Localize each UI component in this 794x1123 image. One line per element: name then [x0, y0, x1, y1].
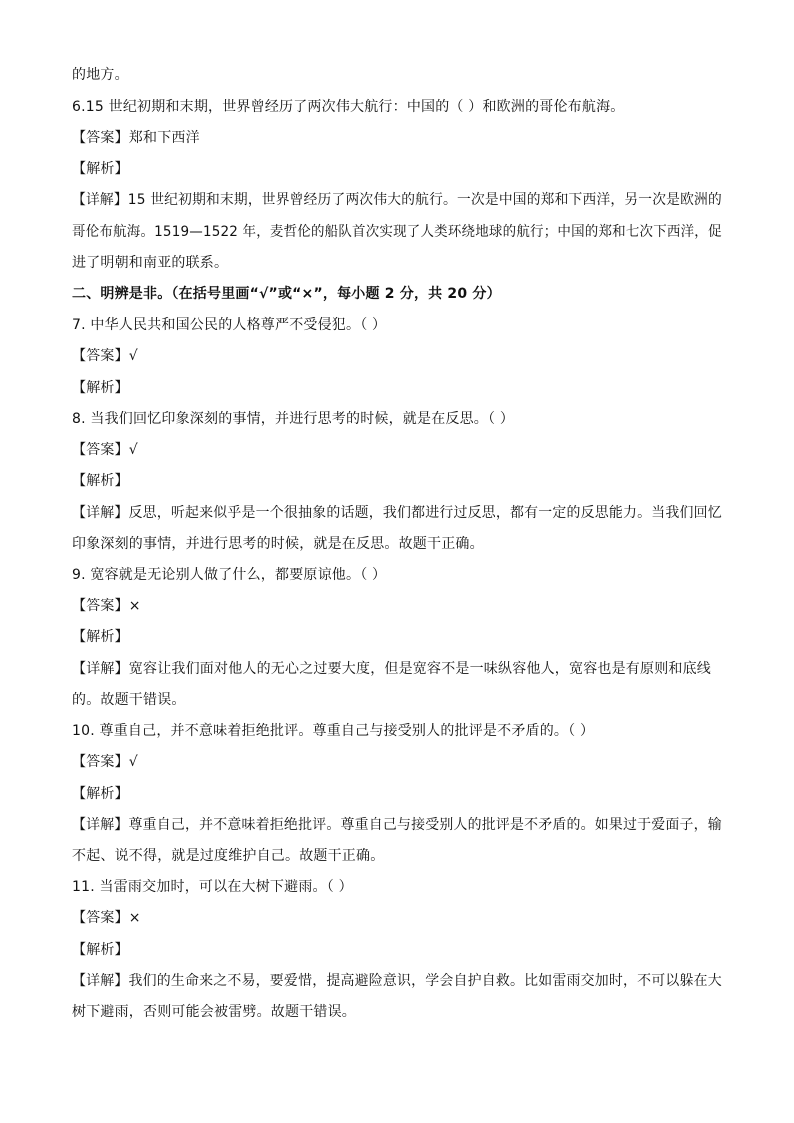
question-10: 10. 尊重自己，并不意味着拒绝批评。尊重自己与接受别人的批评是不矛盾的。（ ） — [72, 723, 595, 739]
question-8: 8. 当我们回忆印象深刻的事情，并进行思考的时候，就是在反思。（ ） — [72, 411, 515, 427]
detail-10-line-1: 【详解】尊重自己，并不意味着拒绝批评。尊重自己与接受别人的批评是不矛盾的。如果过于爱面子，输 — [72, 817, 722, 833]
answer-8: 【答案】√ — [72, 442, 138, 458]
detail-8-line-2: 印象深刻的事情，并进行思考的时候，就是在反思。故题干正确。 — [72, 536, 484, 552]
section-heading: 二、明辨是非。（在括号里画“√”或“×”，每小题 2 分，共 20 分） — [72, 286, 501, 302]
question-11: 11. 当雷雨交加时，可以在大树下避雨。（ ） — [72, 879, 353, 895]
analysis-11: 【解析】 — [72, 942, 129, 958]
analysis-6: 【解析】 — [72, 161, 129, 177]
answer-9: 【答案】× — [72, 598, 141, 614]
text-line: 的地方。 — [72, 67, 129, 83]
answer-7: 【答案】√ — [72, 348, 138, 364]
detail-10-line-2: 不起、说不得，就是过度维护自己。故题干正确。 — [72, 848, 385, 864]
detail-9-line-1: 【详解】宽容让我们面对他人的无心之过要大度，但是宽容不是一味纵容他人，宽容也是有原则和底线 — [72, 661, 711, 677]
answer-6: 【答案】郑和下西洋 — [72, 130, 200, 146]
question-6: 6.15 世纪初期和末期，世界曾经历了两次伟大航行：中国的（ ）和欧洲的哥伦布航海。 — [72, 99, 625, 115]
analysis-9: 【解析】 — [72, 629, 129, 645]
detail-8-line-1: 【详解】反思，听起来似乎是一个很抽象的话题，我们都进行过反思，都有一定的反思能力。当我们回忆 — [72, 505, 722, 521]
answer-10: 【答案】√ — [72, 754, 138, 770]
analysis-10: 【解析】 — [72, 786, 129, 802]
answer-11: 【答案】× — [72, 910, 141, 926]
analysis-8: 【解析】 — [72, 473, 129, 489]
analysis-7: 【解析】 — [72, 380, 129, 396]
detail-6-line-3: 进了明朝和南亚的联系。 — [72, 255, 229, 271]
detail-11-line-2: 树下避雨，否则可能会被雷劈。故题干错误。 — [72, 1004, 356, 1020]
detail-6-line-1: 【详解】15 世纪初期和末期，世界曾经历了两次伟大的航行。一次是中国的郑和下西洋，另一次是欧洲的 — [72, 192, 722, 208]
question-9: 9. 宽容就是无论别人做了什么，都要原谅他。（ ） — [72, 567, 387, 583]
detail-6-line-2: 哥伦布航海。1519—1522 年，麦哲伦的船队首次实现了人类环绕地球的航行；中国的郑和七次下西洋，促 — [72, 224, 722, 240]
detail-9-line-2: 的。故题干错误。 — [72, 692, 186, 708]
detail-11-line-1: 【详解】我们的生命来之不易，要爱惜，提高避险意识，学会自护自救。比如雷雨交加时，不可以躲在大 — [72, 973, 722, 989]
question-7: 7. 中华人民共和国公民的人格尊严不受侵犯。（ ） — [72, 317, 387, 333]
